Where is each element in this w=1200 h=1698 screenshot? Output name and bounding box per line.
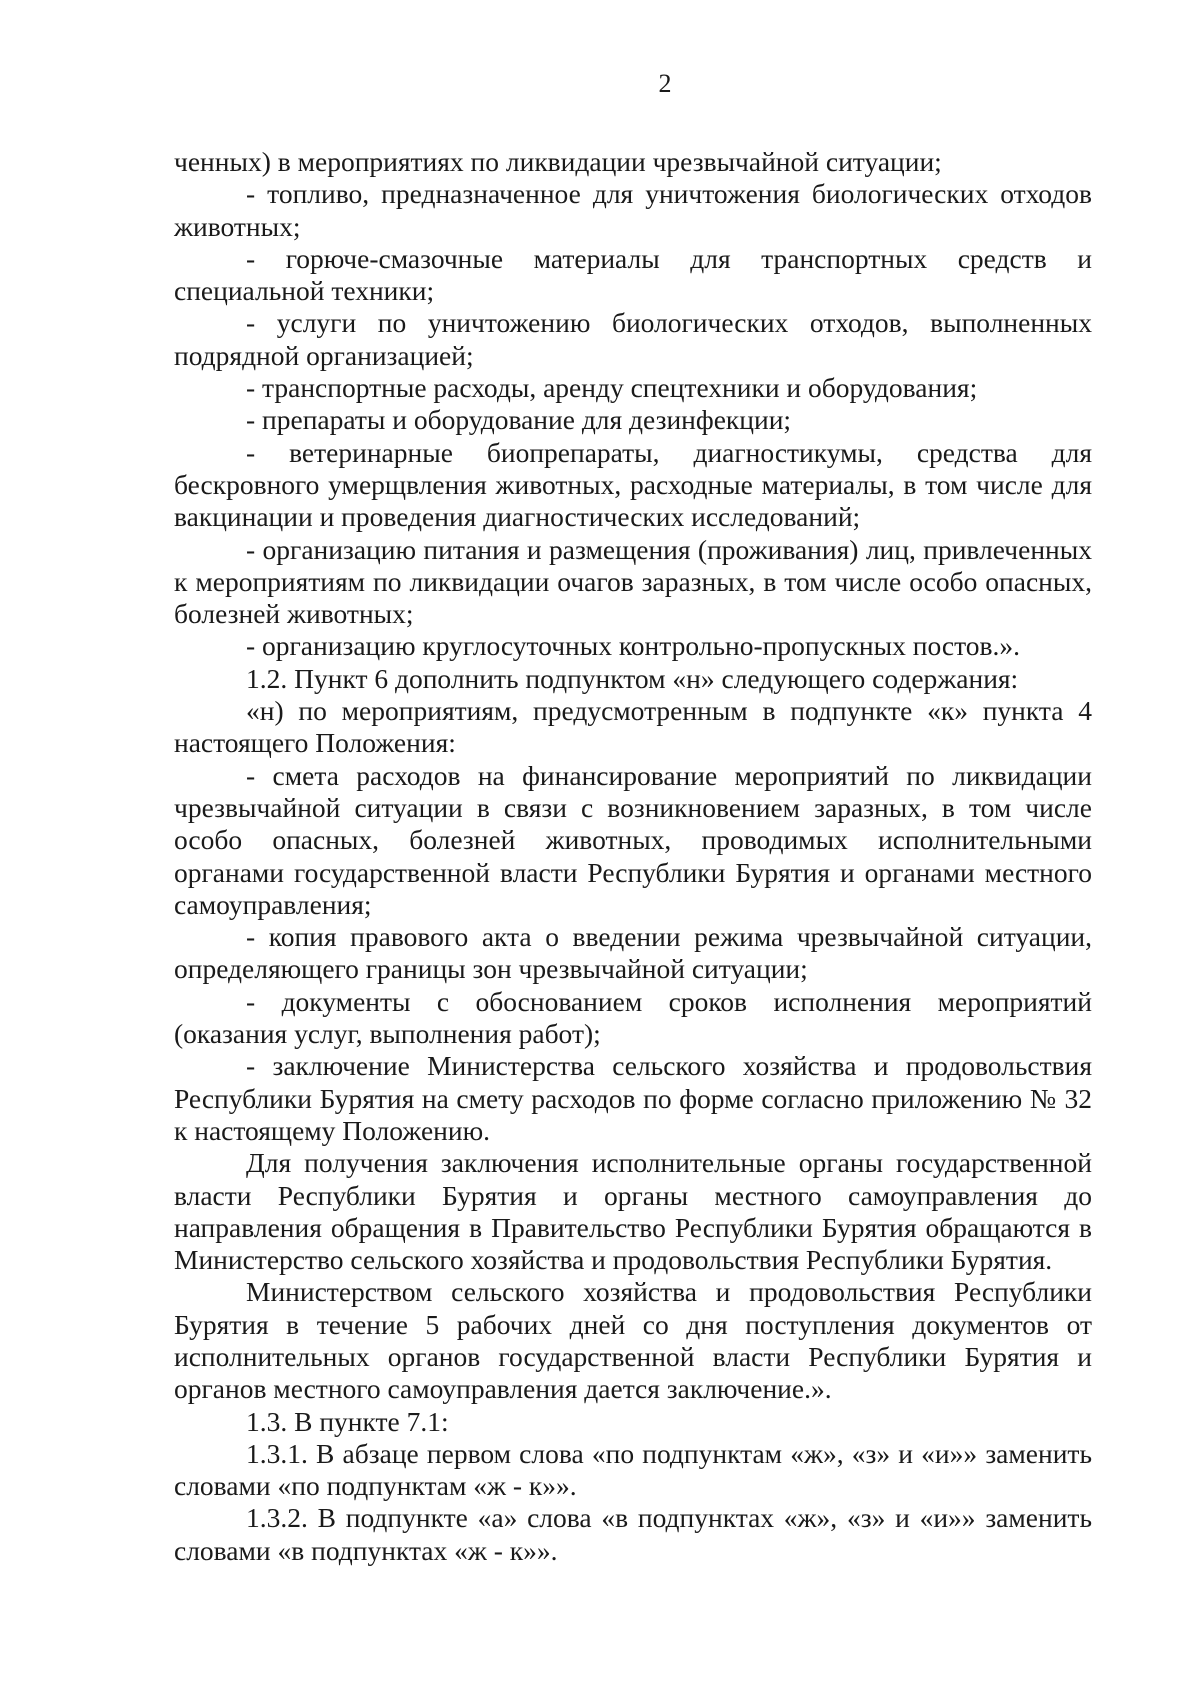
list-item-disinfection: - препараты и оборудование для дезинфекции; bbox=[246, 404, 792, 436]
list-item-vet-biopreparations: - ветеринарные биопрепараты, диагностикумы, средства для бескровного умерщвления животных, расходные материалы, в том числе для вакцинации и проведения диагностических исследований; bbox=[174, 436, 1092, 533]
list-item-estimate: - смета расходов на финансирование мероприятий по ликвидации чрезвычайной ситуации в связи с возникновением заразных, в том числе особо опасных, болезней животных, проводимых исполнительными органами государственной власти Республики Бурятия и органами местного самоуправления; bbox=[174, 759, 1092, 920]
document-body bbox=[174, 146, 1092, 1567]
subclause-n: «н) по мероприятиям, предусмотренным в подпункте «к» пункта 4 настоящего Положения: bbox=[174, 695, 1092, 759]
clause-1-3-1: 1.3.1. В абзаце первом слова «по подпунктам «ж», «з» и «и»» заменить словами «по подпунктам «ж - к»». bbox=[174, 1437, 1092, 1502]
list-item-disposal-services: - услуги по уничтожению биологических отходов, выполненных подрядной организацией; bbox=[174, 307, 1092, 371]
list-item-deadlines: - документы с обоснованием сроков исполнения мероприятий (оказания услуг, выполнения работ); bbox=[174, 985, 1092, 1050]
list-item-transport: - транспортные расходы, аренду спецтехники и оборудования; bbox=[246, 372, 978, 404]
clause-1-3: 1.3. В пункте 7.1: bbox=[246, 1405, 449, 1437]
list-item-checkpoints: - организацию круглосуточных контрольно-пропускных постов.». bbox=[246, 630, 1020, 662]
clause-1-3-2: 1.3.2. В подпункте «а» слова «в подпунктах «ж», «з» и «и»» заменить словами «в подпунктах «ж - к»». bbox=[174, 1502, 1092, 1566]
paragraph-obtaining-conclusion: Для получения заключения исполнительные органы государственной власти Республики Бурятия и органы местного самоуправления до направления обращения в Правительство Республики Бурятия обращаются в Министерство сельского хозяйства и продовольствия Республики Бурятия. bbox=[174, 1147, 1092, 1276]
clause-1-2: 1.2. Пункт 6 дополнить подпунктом «н» следующего содержания: bbox=[246, 662, 1019, 694]
paragraph-ministry-term: Министерством сельского хозяйства и продовольствия Республики Бурятия в течение 5 рабочих дней со дня поступления документов от исполнительных органов государственной власти Республики Бурятия и органов местного самоуправления дается заключение.». bbox=[174, 1276, 1092, 1405]
list-item-catering: - организацию питания и размещения (проживания) лиц, привлеченных к мероприятиям по ликвидации очагов заразных, в том числе особо опасных, болезней животных; bbox=[174, 533, 1092, 630]
list-item-lubricants: - горюче-смазочные материалы для транспортных средств и специальной техники; bbox=[174, 242, 1092, 307]
list-item-ministry-conclusion: - заключение Министерства сельского хозяйства и продовольствия Республики Бурятия на смету расходов по форме согласно приложению № 32 к настоящему Положению. bbox=[174, 1050, 1092, 1146]
list-item-legal-act: - копия правового акта о введении режима чрезвычайной ситуации, определяющего границы зон чрезвычайной ситуации; bbox=[174, 921, 1092, 985]
paragraph-continuation: ченных) в мероприятиях по ликвидации чрезвычайной ситуации; bbox=[174, 146, 942, 177]
list-item-fuel: - топливо, предназначенное для уничтожения биологических отходов животных; bbox=[174, 178, 1092, 242]
page-number: 2 bbox=[658, 69, 672, 98]
